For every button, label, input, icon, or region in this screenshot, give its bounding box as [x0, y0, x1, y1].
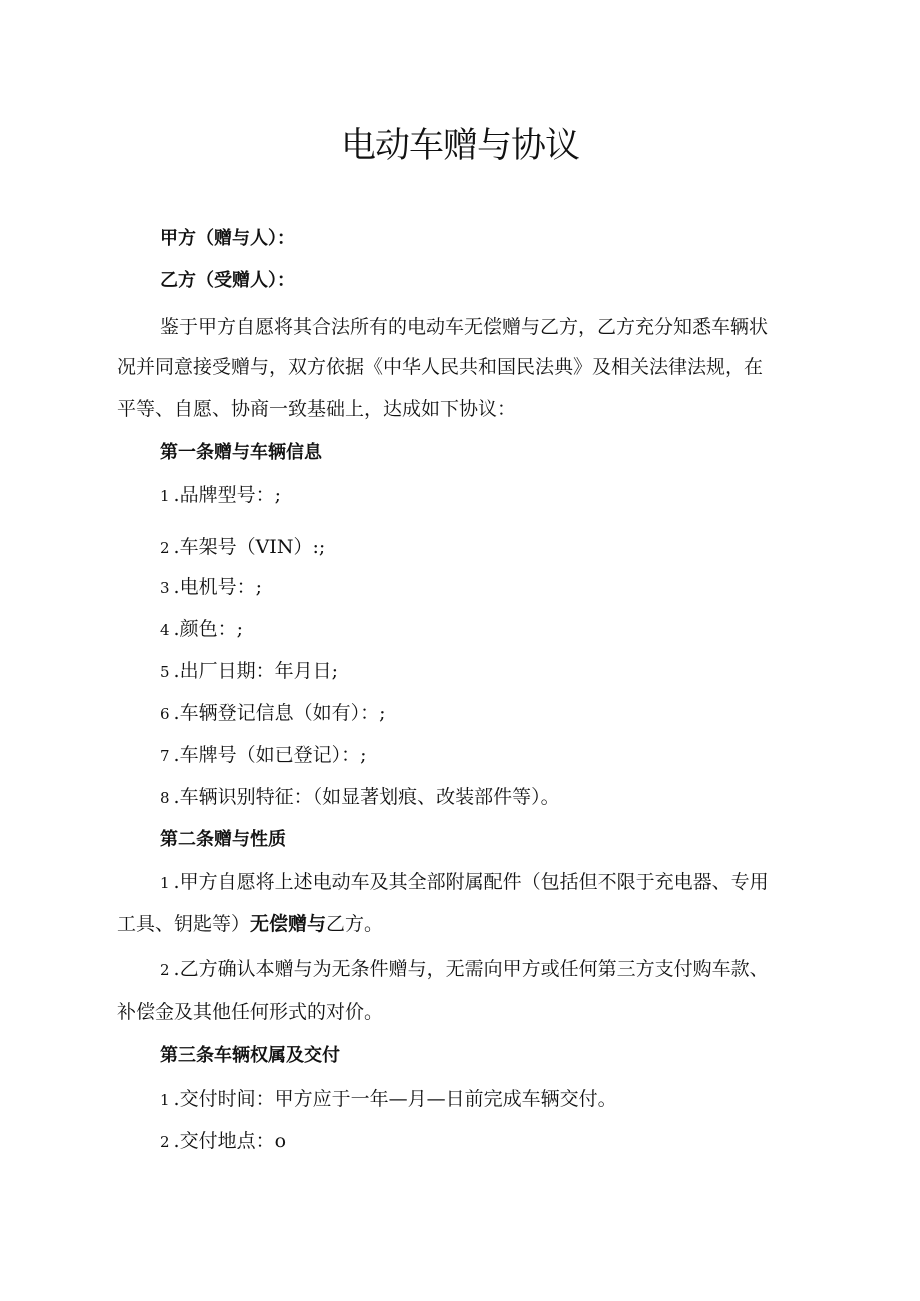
item-text: .出厂日期：年月日; — [173, 660, 338, 682]
item-number: 2 — [160, 539, 170, 557]
item-number: 2 — [160, 961, 170, 979]
item-text: .颜色：; — [173, 618, 243, 640]
article-2-item-1-line-1 — [160, 869, 860, 896]
document-title: 电动车赠与协议 — [340, 126, 579, 166]
article-1-item — [160, 616, 860, 643]
article-2-heading: 第二条赠与性质 — [160, 829, 286, 850]
article-1-item — [160, 742, 860, 769]
article-1-item — [160, 658, 860, 685]
item-number: 5 — [160, 663, 170, 681]
item-number: 1 — [160, 874, 170, 892]
item-text: 乙方。 — [326, 913, 384, 935]
item-number: 2 — [160, 1133, 170, 1151]
preamble-line-2: 况并同意接受赠与，双方依据《中华人民共和国民法典》及相关法律法规，在 — [117, 356, 764, 378]
item-text: .车辆登记信息（如有）：; — [173, 702, 386, 724]
party-a-label: 甲方（赠与人）： — [160, 228, 295, 249]
item-text: .交付时间：甲方应于一年—月—日前完成车辆交付。 — [173, 1088, 617, 1110]
item-number: 3 — [160, 579, 170, 597]
article-3-heading: 第三条车辆权属及交付 — [160, 1045, 340, 1066]
article-3-item — [160, 1128, 860, 1155]
article-2-item-2-line-1 — [160, 956, 860, 983]
item-number: 7 — [160, 747, 170, 765]
item-number: 6 — [160, 705, 170, 723]
article-1-item — [160, 784, 860, 811]
preamble-line-3: 平等、自愿、协商一致基础上，达成如下协议： — [117, 398, 517, 420]
item-text: .车架号（VIN）:; — [173, 536, 326, 558]
item-text: .车牌号（如已登记）：; — [173, 744, 367, 766]
item-number: 1 — [160, 1091, 170, 1109]
article-1-item — [160, 574, 860, 601]
article-1-item — [160, 482, 860, 509]
item-number: 4 — [160, 621, 170, 639]
emphasis-text: 无偿赠与 — [250, 913, 327, 935]
article-2-item-2-line-2: 补偿金及其他任何形式的对价。 — [117, 1001, 384, 1023]
preamble-line-1: 鉴于甲方自愿将其合法所有的电动车无偿赠与乙方，乙方充分知悉车辆状 — [160, 316, 769, 338]
article-1-item — [160, 700, 860, 727]
article-3-item — [160, 1086, 860, 1113]
item-text: .交付地点：o — [173, 1130, 287, 1152]
article-2-item-1-line-2 — [117, 911, 817, 937]
item-number: 1 — [160, 487, 170, 505]
article-1-heading: 第一条赠与车辆信息 — [160, 442, 322, 463]
item-number: 8 — [160, 789, 170, 807]
item-text: .甲方自愿将上述电动车及其全部附属配件（包括但不限于充电器、专用 — [173, 871, 769, 893]
item-text: .车辆识别特征：（如显著划痕、改装部件等）。 — [173, 786, 560, 808]
item-text: .乙方确认本赠与为无条件赠与，无需向甲方或任何第三方支付购车款、 — [173, 958, 769, 980]
item-text: .品牌型号：; — [173, 484, 281, 506]
article-1-item — [160, 534, 860, 561]
party-b-label: 乙方（受赠人）： — [160, 270, 295, 291]
item-text: .电机号：; — [173, 576, 262, 598]
item-text: 工具、钥匙等） — [117, 913, 251, 935]
